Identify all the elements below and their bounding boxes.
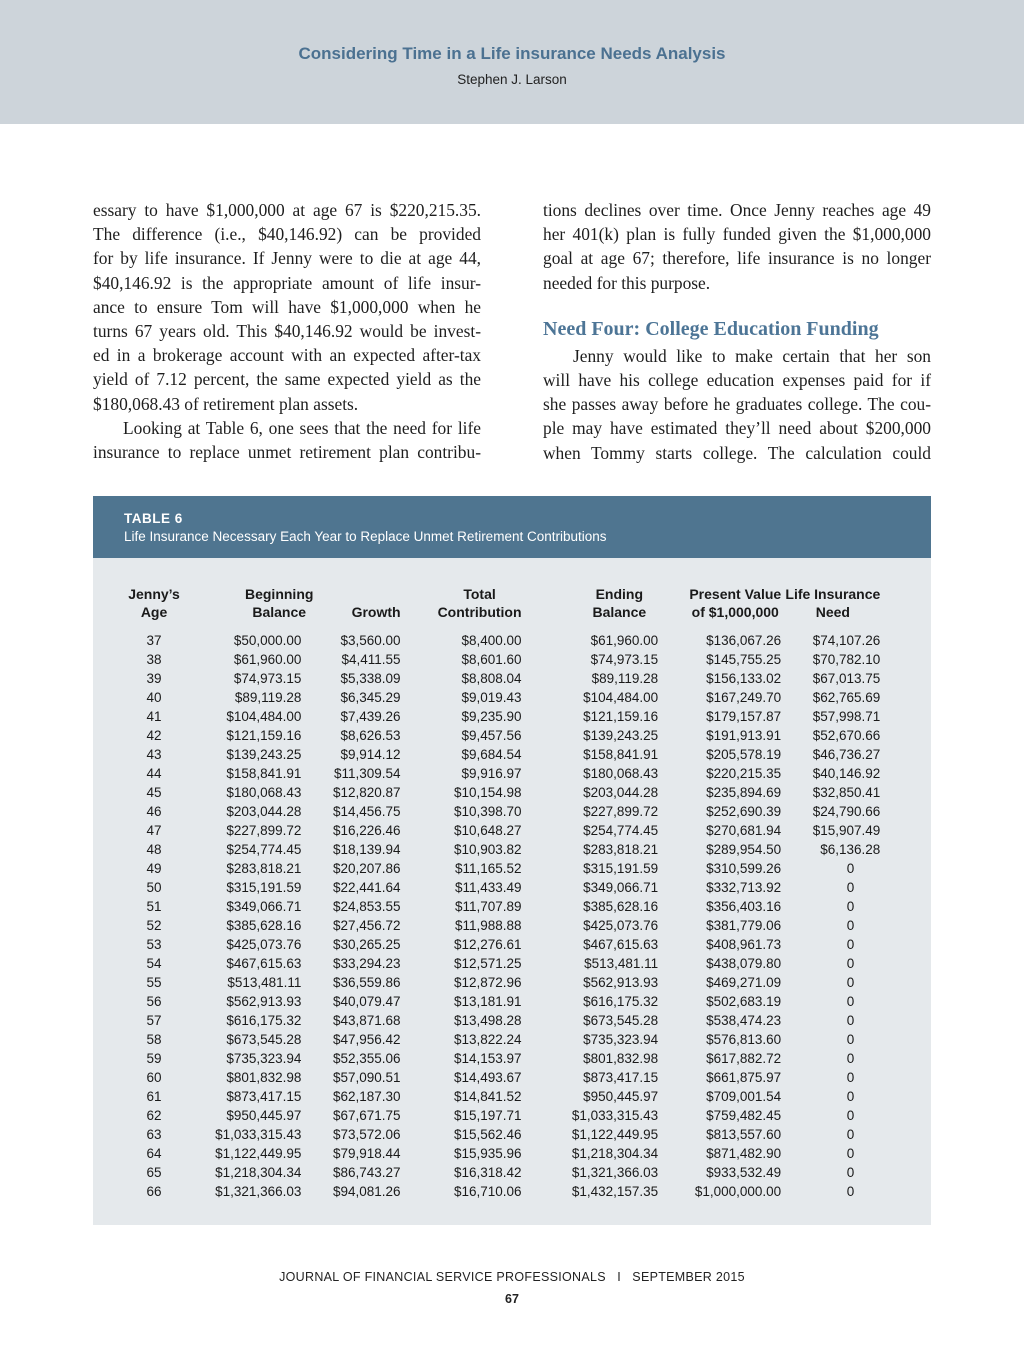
table-row — [93, 916, 931, 935]
table-cell: $158,841.91 — [583, 747, 659, 762]
article-title: Considering Time in a Life insurance Needs Analysis — [298, 44, 726, 63]
table-caption: Life Insurance Necessary Each Year to Replace Unmet Retirement Contributions — [124, 529, 607, 544]
text-line: ance to ensure Tom will have $1,000,000 when he — [93, 296, 481, 317]
table-cell: $270,681.94 — [706, 823, 782, 838]
table-cell: $11,707.89 — [454, 899, 522, 914]
table-cell: $673,545.28 — [226, 1032, 302, 1047]
table-cell: 0 — [846, 1032, 855, 1047]
table-cell: $9,914.12 — [340, 747, 401, 762]
table-cell: $7,439.26 — [340, 709, 401, 724]
table-cell: $673,545.28 — [583, 1013, 659, 1028]
table-cell: 49 — [146, 861, 162, 876]
table-cell: $24,790.66 — [812, 804, 881, 819]
table-row — [93, 821, 931, 840]
table-cell: $11,988.88 — [454, 918, 522, 933]
text-line: ple may have estimated they’ll need about $200,000 — [543, 418, 931, 439]
text-line: needed for this purpose. — [543, 272, 711, 293]
text-line: essary to have $1,000,000 at age 67 is $220,215.35. — [93, 200, 481, 220]
table-cell: $617,882.72 — [706, 1051, 782, 1066]
table-cell: $14,493.67 — [453, 1070, 522, 1085]
text-line: for by life insurance. If Jenny were to die at age 44, — [93, 248, 481, 269]
table-cell: $873,417.15 — [226, 1089, 302, 1104]
table-cell: $1,321,366.03 — [571, 1165, 659, 1180]
table-cell: $220,215.35 — [706, 766, 782, 781]
table-cell: $73,572.06 — [332, 1127, 401, 1142]
article-author: Stephen J. Larson — [457, 72, 567, 87]
table-cell: 66 — [146, 1184, 162, 1199]
table-cell: $10,154.98 — [453, 785, 522, 800]
table-cell: 55 — [146, 975, 162, 990]
text-line: ed in a brokerage account with an expected after-tax — [93, 345, 481, 366]
table-cell: $15,562.46 — [453, 1127, 522, 1142]
table-row — [93, 650, 931, 669]
table-cell: $6,345.29 — [340, 690, 401, 705]
table-cell: $121,159.16 — [583, 709, 659, 724]
table-cell: $52,355.06 — [332, 1051, 401, 1066]
table-cell: $8,808.04 — [461, 671, 522, 686]
table-cell: $15,197.71 — [453, 1108, 522, 1123]
text-line: she passes away before he graduates college. The cou- — [543, 394, 931, 415]
table-cell: 51 — [146, 899, 162, 914]
table-cell: 50 — [146, 880, 162, 895]
header-beginning-balance: Beginning Balance — [244, 586, 314, 620]
table-cell: 0 — [846, 956, 855, 971]
table-cell: $616,175.32 — [583, 994, 659, 1009]
table-cell: $9,684.54 — [461, 747, 522, 762]
table-cell: $283,818.21 — [583, 842, 659, 857]
table-cell: $227,899.72 — [583, 804, 659, 819]
table-cell: $735,323.94 — [226, 1051, 302, 1066]
table-cell: $5,338.09 — [340, 671, 401, 686]
table-cell: 0 — [846, 1070, 855, 1085]
table-label: TABLE 6 — [124, 511, 183, 526]
table-cell: 0 — [846, 918, 855, 933]
table-cell: $13,822.24 — [453, 1032, 522, 1047]
table-cell: $871,482.90 — [706, 1146, 782, 1161]
table-cell: $74,973.15 — [590, 652, 659, 667]
table-cell: 47 — [146, 823, 162, 838]
table-cell: 60 — [146, 1070, 162, 1085]
table-cell: $43,871.68 — [332, 1013, 401, 1028]
table-cell: $425,073.76 — [226, 937, 302, 952]
table-cell: 0 — [846, 861, 855, 876]
table-cell: $469,271.09 — [706, 975, 782, 990]
section-heading: Need Four: College Education Funding — [543, 317, 879, 340]
table-row — [93, 669, 931, 688]
table-row — [93, 992, 931, 1011]
table-cell: $156,133.02 — [706, 671, 782, 686]
table-cell: $67,013.75 — [812, 671, 881, 686]
table-cell: $1,218,304.34 — [571, 1146, 659, 1161]
text-line: The difference (i.e., $40,146.92) can be provided — [93, 224, 481, 245]
table-cell: $349,066.71 — [226, 899, 302, 914]
table-cell: $513,481.11 — [227, 975, 302, 990]
table-cell: $30,265.25 — [332, 937, 401, 952]
table-cell: $3,560.00 — [340, 633, 401, 648]
table-cell: $12,571.25 — [453, 956, 522, 971]
table-cell: 45 — [146, 785, 162, 800]
table-row — [93, 631, 931, 650]
table-cell: 61 — [146, 1089, 162, 1104]
table-cell: $50,000.00 — [233, 633, 302, 648]
table-row — [93, 1068, 931, 1087]
table-6-panel — [93, 496, 931, 1225]
table-row — [93, 1144, 931, 1163]
table-cell: $8,601.60 — [461, 652, 522, 667]
table-cell: $79,918.44 — [332, 1146, 401, 1161]
table-cell: $315,191.59 — [583, 861, 659, 876]
table-row — [93, 1163, 931, 1182]
running-header — [0, 0, 1024, 124]
table-row — [93, 764, 931, 783]
table-cell: $13,181.91 — [453, 994, 522, 1009]
table-cell: $283,818.21 — [226, 861, 302, 876]
table-cell: $15,907.49 — [812, 823, 881, 838]
table-cell: 37 — [146, 633, 162, 648]
table-cell: $167,249.70 — [706, 690, 782, 705]
table-cell: 41 — [146, 709, 162, 724]
table-cell: $813,557.60 — [706, 1127, 782, 1142]
table-cell: 56 — [146, 994, 162, 1009]
table-row — [93, 802, 931, 821]
header-ending-balance: Ending Balance — [592, 586, 647, 620]
table-title-bar — [93, 496, 931, 558]
table-cell: $67,671.75 — [332, 1108, 401, 1123]
table-row — [93, 688, 931, 707]
table-cell: $873,417.15 — [583, 1070, 659, 1085]
table-cell: $8,400.00 — [461, 633, 522, 648]
table-cell: $180,068.43 — [583, 766, 659, 781]
left-text-column — [93, 198, 481, 464]
table-cell: $158,841.91 — [226, 766, 302, 781]
table-cell: 40 — [146, 690, 162, 705]
table-cell: $1,122,449.95 — [571, 1127, 659, 1142]
table-cell: 0 — [846, 1108, 855, 1123]
table-cell: $16,710.06 — [453, 1184, 522, 1199]
table-cell: $57,090.51 — [332, 1070, 401, 1085]
table-row — [93, 840, 931, 859]
table-cell: $145,755.25 — [706, 652, 782, 667]
table-cell: $46,736.27 — [812, 747, 881, 762]
table-cell: $203,044.28 — [583, 785, 659, 800]
page-number: 67 — [505, 1292, 519, 1306]
table-cell: $9,235.90 — [461, 709, 522, 724]
table-cell: 52 — [146, 918, 162, 933]
table-cell: $18,139.94 — [332, 842, 401, 857]
table-cell: $61,960.00 — [590, 633, 659, 648]
text-line: tions declines over time. Once Jenny reaches age 49 — [543, 200, 931, 220]
table-cell: $62,765.69 — [812, 690, 881, 705]
table-row — [93, 954, 931, 973]
table-cell: 0 — [846, 1051, 855, 1066]
table-row — [93, 1106, 931, 1125]
table-cell: $11,433.49 — [454, 880, 522, 895]
table-cell: $801,832.98 — [226, 1070, 302, 1085]
text-line: Looking at Table 6, one sees that the need for life — [123, 417, 481, 438]
table-cell: $179,157.87 — [706, 709, 782, 724]
table-cell: $9,019.43 — [461, 690, 522, 705]
table-cell: $408,961.73 — [706, 937, 782, 952]
table-row — [93, 726, 931, 745]
table-row — [93, 1182, 931, 1201]
table-cell: $10,648.27 — [453, 823, 522, 838]
table-cell: $438,079.80 — [706, 956, 782, 971]
text-line: her 401(k) plan is fully funded given the $1,000,000 — [543, 224, 931, 245]
header-present-value: Present Value of $1,000,000 — [689, 586, 782, 620]
table-cell: $356,403.16 — [706, 899, 782, 914]
text-line: turns 67 years old. This $40,146.92 would be invest- — [93, 320, 481, 341]
table-cell: $12,872.96 — [453, 975, 522, 990]
table-cell: $121,159.16 — [226, 728, 302, 743]
table-cell: $13,498.28 — [453, 1013, 522, 1028]
header-age: Jenny’s Age — [128, 586, 180, 620]
table-cell: $22,441.64 — [332, 880, 401, 895]
table-cell: 0 — [846, 937, 855, 952]
table-cell: 57 — [146, 1013, 162, 1028]
table-cell: $52,670.66 — [812, 728, 881, 743]
table-cell: $14,841.52 — [453, 1089, 522, 1104]
table-cell: 0 — [846, 1184, 855, 1199]
table-cell: $310,599.26 — [706, 861, 782, 876]
table-cell: $1,432,157.35 — [571, 1184, 659, 1199]
table-row — [93, 783, 931, 802]
table-row — [93, 878, 931, 897]
table-cell: $538,474.23 — [706, 1013, 782, 1028]
table-cell: $136,067.26 — [706, 633, 782, 648]
table-cell: $735,323.94 — [583, 1032, 659, 1047]
table-cell: 63 — [146, 1127, 162, 1142]
text-line: $40,146.92 is the appropriate amount of life insur- — [93, 272, 481, 293]
header-life-insurance-need: Life Insurance Need — [785, 586, 881, 620]
table-cell: $14,153.97 — [453, 1051, 522, 1066]
text-line: goal at age 67; therefore, life insurance is no longer — [543, 248, 931, 269]
table-cell: $62,187.30 — [332, 1089, 401, 1104]
text-line: insurance to replace unmet retirement plan contribu- — [93, 441, 481, 462]
table-cell: 46 — [146, 804, 162, 819]
life-insurance-table — [93, 586, 931, 1201]
table-cell: 0 — [846, 1165, 855, 1180]
table-cell: 0 — [846, 1127, 855, 1142]
table-body — [93, 631, 931, 1201]
right-text-column — [543, 198, 931, 465]
table-cell: $4,411.55 — [341, 652, 401, 667]
table-cell: 0 — [846, 1089, 855, 1104]
table-cell: $513,481.11 — [584, 956, 659, 971]
table-cell: 62 — [146, 1108, 162, 1123]
table-cell: 54 — [146, 956, 162, 971]
table-row — [93, 707, 931, 726]
table-cell: $1,000,000.00 — [694, 1184, 782, 1199]
table-cell: $9,916.97 — [461, 766, 522, 781]
table-cell: 0 — [846, 1146, 855, 1161]
table-cell: $33,294.23 — [332, 956, 401, 971]
header-growth: Growth — [351, 603, 401, 620]
text-line: $180,068.43 of retirement plan assets. — [93, 393, 359, 414]
table-cell: $180,068.43 — [226, 785, 302, 800]
table-cell: $425,073.76 — [583, 918, 659, 933]
table-row — [93, 859, 931, 878]
table-cell: $14,456.75 — [332, 804, 401, 819]
text-line: when Tommy starts college. The calculation could — [543, 442, 931, 463]
table-cell: $1,218,304.34 — [215, 1165, 302, 1180]
table-cell: $252,690.39 — [706, 804, 782, 819]
table-cell: $205,578.19 — [706, 747, 782, 762]
table-cell: $139,243.25 — [226, 747, 302, 762]
table-cell: $24,853.55 — [332, 899, 401, 914]
table-cell: $61,960.00 — [233, 652, 302, 667]
table-cell: $502,683.19 — [706, 994, 782, 1009]
table-cell: $385,628.16 — [583, 899, 659, 914]
table-cell: $1,033,315.43 — [215, 1127, 302, 1142]
table-cell: $74,973.15 — [233, 671, 302, 686]
table-cell: 42 — [146, 728, 162, 743]
table-cell: $315,191.59 — [226, 880, 302, 895]
text-line: yield of 7.12 percent, the same expected yield as the — [93, 369, 481, 390]
table-cell: $381,779.06 — [706, 918, 782, 933]
table-cell: $40,079.47 — [332, 994, 401, 1009]
table-cell: $661,875.97 — [706, 1070, 782, 1085]
table-cell: $227,899.72 — [226, 823, 302, 838]
table-cell: $933,532.49 — [706, 1165, 782, 1180]
table-row — [93, 935, 931, 954]
table-cell: $36,559.86 — [332, 975, 401, 990]
table-row — [93, 1030, 931, 1049]
table-cell: 58 — [146, 1032, 162, 1047]
table-cell: $10,398.70 — [453, 804, 522, 819]
table-cell: 0 — [846, 880, 855, 895]
table-cell: $6,136.28 — [820, 842, 881, 857]
table-cell: $562,913.93 — [583, 975, 659, 990]
header-total-contribution: Total Contribution — [437, 586, 522, 620]
table-row — [93, 1011, 931, 1030]
table-cell: $289,954.50 — [706, 842, 782, 857]
table-header-row — [93, 586, 931, 631]
table-cell: $9,457.56 — [461, 728, 522, 743]
table-cell: $385,628.16 — [226, 918, 302, 933]
table-cell: $86,743.27 — [332, 1165, 401, 1180]
table-cell: $235,894.69 — [706, 785, 782, 800]
text-line: will have his college education expenses paid for if — [543, 369, 931, 390]
table-cell: $15,935.96 — [453, 1146, 522, 1161]
table-cell: 65 — [146, 1165, 162, 1180]
table-row — [93, 745, 931, 764]
table-cell: 0 — [846, 899, 855, 914]
table-cell: $950,445.97 — [226, 1108, 302, 1123]
table-cell: $74,107.26 — [812, 633, 881, 648]
table-cell: 44 — [146, 766, 162, 781]
table-cell: $40,146.92 — [812, 766, 881, 781]
table-cell: $11,165.52 — [454, 861, 522, 876]
table-cell: $332,713.92 — [706, 880, 782, 895]
table-row — [93, 973, 931, 992]
table-cell: $11,309.54 — [333, 766, 401, 781]
table-cell: 64 — [146, 1146, 162, 1161]
table-cell: $467,615.63 — [583, 937, 659, 952]
table-cell: 53 — [146, 937, 162, 952]
table-cell: $616,175.32 — [226, 1013, 302, 1028]
table-cell: $12,820.87 — [332, 785, 401, 800]
table-row — [93, 1087, 931, 1106]
table-cell: $1,321,366.03 — [215, 1184, 302, 1199]
table-cell: $349,066.71 — [583, 880, 659, 895]
table-cell: $801,832.98 — [583, 1051, 659, 1066]
table-row — [93, 897, 931, 916]
table-cell: $104,484.00 — [583, 690, 659, 705]
table-cell: $254,774.45 — [583, 823, 659, 838]
table-cell: $254,774.45 — [226, 842, 302, 857]
table-cell: $10,903.82 — [453, 842, 522, 857]
table-cell: $70,782.10 — [812, 652, 881, 667]
table-cell: $57,998.71 — [812, 709, 881, 724]
table-cell: 43 — [146, 747, 162, 762]
table-row — [93, 1049, 931, 1068]
table-row — [93, 1125, 931, 1144]
table-cell: $467,615.63 — [226, 956, 302, 971]
table-cell: 38 — [146, 652, 162, 667]
table-cell: $8,626.53 — [340, 728, 401, 743]
table-cell: $104,484.00 — [226, 709, 302, 724]
table-cell: 59 — [146, 1051, 162, 1066]
text-line: Jenny would like to make certain that her son — [573, 345, 931, 366]
table-cell: 0 — [846, 975, 855, 990]
table-cell: $27,456.72 — [332, 918, 401, 933]
table-cell: 0 — [846, 994, 855, 1009]
table-cell: $89,119.28 — [234, 690, 302, 705]
table-cell: $1,122,449.95 — [215, 1146, 302, 1161]
table-cell: $562,913.93 — [226, 994, 302, 1009]
table-cell: $709,001.54 — [706, 1089, 782, 1104]
table-cell: $16,318.42 — [453, 1165, 522, 1180]
table-cell: $759,482.45 — [706, 1108, 782, 1123]
journal-footer: JOURNAL OF FINANCIAL SERVICE PROFESSIONALS I SEPTEMBER 2015 — [279, 1270, 745, 1284]
table-cell: $89,119.28 — [591, 671, 659, 686]
table-cell: $20,207.86 — [332, 861, 401, 876]
table-cell: $47,956.42 — [332, 1032, 401, 1047]
table-cell: $139,243.25 — [583, 728, 659, 743]
table-cell: $191,913.91 — [706, 728, 782, 743]
table-cell: $12,276.61 — [453, 937, 522, 952]
table-cell: $32,850.41 — [812, 785, 881, 800]
table-cell: $1,033,315.43 — [571, 1108, 659, 1123]
table-cell: 48 — [146, 842, 162, 857]
table-cell: $203,044.28 — [226, 804, 302, 819]
table-cell: 0 — [846, 1013, 855, 1028]
table-cell: $576,813.60 — [706, 1032, 782, 1047]
table-cell: 39 — [146, 671, 162, 686]
table-cell: $16,226.46 — [332, 823, 401, 838]
table-cell: $950,445.97 — [583, 1089, 659, 1104]
table-cell: $94,081.26 — [332, 1184, 401, 1199]
